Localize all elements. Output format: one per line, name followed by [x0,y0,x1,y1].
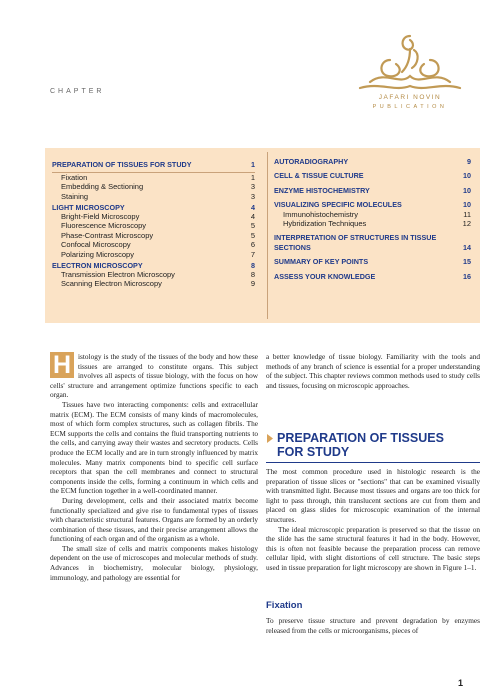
publisher-logo-icon [350,30,470,94]
toc-entry-page: 3 [250,191,255,201]
publisher-name: JAFARI NOVIN [378,94,442,101]
publisher-logo [350,30,470,122]
toc-entry-label: AUTORADIOGRAPHY [274,157,349,166]
toc-entry[interactable] [52,192,255,201]
toc-entry-label: ASSESS YOUR KNOWLEDGE [274,271,376,281]
toc-entry-label: ENZYME HISTOCHEMISTRY [274,185,370,195]
toc-entry[interactable] [268,219,471,228]
subheading-fixation: Fixation [266,600,303,611]
paragraph: The most common procedure used in histologic research is the preparation of tissue slices or "sections" that can be examined visually with transmitted light. Because most tissues and organs are too thick for light to pass through, thin translucent sections are cut from them and placed on glass slides for microscopic examination of the internal structures. [266,467,480,524]
toc-entry-page: 9 [467,157,471,166]
toc-entry-page: 10 [463,200,471,210]
toc-entry-page: 6 [250,240,255,250]
toc-entry[interactable] [52,173,255,182]
toc-entry-page: 1 [251,159,255,169]
toc-entry-page: 12 [462,219,471,229]
toc-entry[interactable] [268,157,471,166]
toc-entry-label: Scanning Electron Microscopy [61,279,162,289]
page-number: 1 [458,678,464,688]
toc-entry[interactable] [268,171,471,180]
toc-entry[interactable] [52,261,255,270]
toc-left-column [52,158,255,289]
toc-entry[interactable] [52,279,255,288]
toc-entry-page: 7 [250,249,255,259]
toc-entry-label: VISUALIZING SPECIFIC MOLECULES [274,200,402,210]
section-body [266,467,480,573]
toc-entry-page: 3 [250,182,255,192]
toc-entry-page: 10 [463,185,471,195]
toc-entry-page: 15 [463,257,471,267]
fixation-body [266,616,480,635]
toc-entry[interactable] [268,200,471,209]
paragraph: During development, cells and their associated matrix become functionally specialized and give rise to fundamental types of tissues with characteristic structural features. Organs are formed by an orderly combination of these tissues, and their precise arrangement allows the functioning of each organ and of the organism as a whole. [50,495,258,544]
toc-entry-label: Fluorescence Microscopy [61,221,147,231]
toc-entry-label: Confocal Microscopy [61,240,131,250]
toc-entry-page: 8 [251,260,255,270]
section-heading [266,431,480,459]
toc-entry-label: SUMMARY OF KEY POINTS [274,257,369,267]
dropcap: H [50,352,74,378]
toc-entry[interactable] [52,231,255,240]
section-heading-line2: FOR STUDY [277,445,350,459]
toc-entry-label: PREPARATION OF TISSUES FOR STUDY [52,159,192,169]
toc-entry[interactable] [52,240,255,249]
toc-entry-label: INTERPRETATION OF STRUCTURES IN TISSUE SECTIONS [274,233,437,252]
publisher-subtitle: PUBLICATION [372,104,448,110]
toc-entry-page: 8 [250,269,255,279]
toc-entry[interactable] [52,221,255,230]
paragraph: a better knowledge of tissue biology. Familiarity with the tools and methods of any branch of science is essential for a proper understanding of the subject. This chapter reviews common methods used to study cells and tissues, focusing on microscopic approaches. [266,352,480,390]
toc-entry-label: CELL & TISSUE CULTURE [274,171,364,181]
toc-entry-label: Hybridization Techniques [283,219,367,229]
body-right-intro [266,352,480,390]
toc-entry[interactable] [52,203,255,212]
paragraph: istology is the study of the tissues of the body and how these tissues are arranged to constitute organs. This subject involves all aspects of tissue biology, with the focus on how cells' structure and arrangement optimize functions specific to each organ. [50,352,258,400]
toc-entry-page: 1 [250,172,255,182]
toc-entry[interactable] [52,160,255,169]
toc-entry-label: Staining [61,191,89,201]
toc-entry-page: 5 [250,230,255,240]
chapter-label: CHAPTER [50,88,105,95]
toc-entry[interactable] [52,182,255,191]
toc-entry[interactable] [268,272,471,281]
toc-entry[interactable] [52,212,255,221]
toc-entry-label: Phase-Contrast Microscopy [61,230,154,240]
toc-entry-page: 4 [250,212,255,222]
paragraph: Tissues have two interacting components: cells and extracellular matrix (ECM). The ECM consists of many kinds of macromolecules, most of which form complex structures, such as collagen fibrils. The ECM supports the cells and contains the fluid transporting nutrients to the cells, and carrying away their wastes and secretory products. Cells produce the ECM locally and are in turn strongly influenced by matrix molecules. Many matrix components bind to specific cell surface receptors that span the cell membranes and connect to structural components inside the cells, forming a continuum in which cells and the ECM function together in a well-coordinated manner. [50,399,258,496]
toc-entry[interactable] [52,270,255,279]
toc-entry[interactable] [268,210,471,219]
toc-right-column [267,152,471,319]
paragraph: To preserve tissue structure and prevent degradation by enzymes released from the cells or microorganisms, pieces of [266,616,480,635]
toc-entry-page: 5 [250,221,255,231]
toc-entry-page: 4 [251,202,255,212]
paragraph: The small size of cells and matrix components makes histology dependent on the use of microscopes and molecular methods of study. Advances in biochemistry, molecular biology, physiology, immunology, and pathology are essential for [50,543,258,582]
toc-entry[interactable] [268,257,471,266]
toc-entry-label: Immunohistochemistry [283,209,359,219]
toc-entry-page: 14 [463,242,471,252]
toc-entry-page: 10 [463,171,471,181]
chevron-right-icon [266,434,274,443]
toc-entry-page: 9 [250,279,255,289]
toc-entry-label: Embedding & Sectioning [61,182,144,192]
body-left-column [50,352,258,582]
toc-entry-label: Bright-Field Microscopy [61,212,140,222]
toc-entry-label: LIGHT MICROSCOPY [52,202,125,212]
section-heading-line1: PREPARATION OF TISSUES [277,431,444,445]
toc-entry-label: Transmission Electron Microscopy [61,269,175,279]
toc-entry-page: 16 [463,271,471,281]
toc-entry-label: Polarizing Microscopy [61,249,134,259]
toc-entry-label: ELECTRON MICROSCOPY [52,260,143,270]
table-of-contents [45,148,480,323]
paragraph: The ideal microscopic preparation is preserved so that the tissue on the slide has the same structural features it had in the body. However, this is often not feasible because the preparation process can remove cellular lipid, with slight distortions of cell structure. The basic steps used in tissue preparation for light microscopy are shown in Figure 1–1. [266,524,480,572]
toc-entry[interactable] [52,250,255,259]
section-divider [266,462,480,463]
toc-entry-page: 11 [463,209,471,219]
toc-entry[interactable] [268,186,471,195]
toc-entry-label: Fixation [61,172,88,182]
toc-entry[interactable] [268,233,471,252]
